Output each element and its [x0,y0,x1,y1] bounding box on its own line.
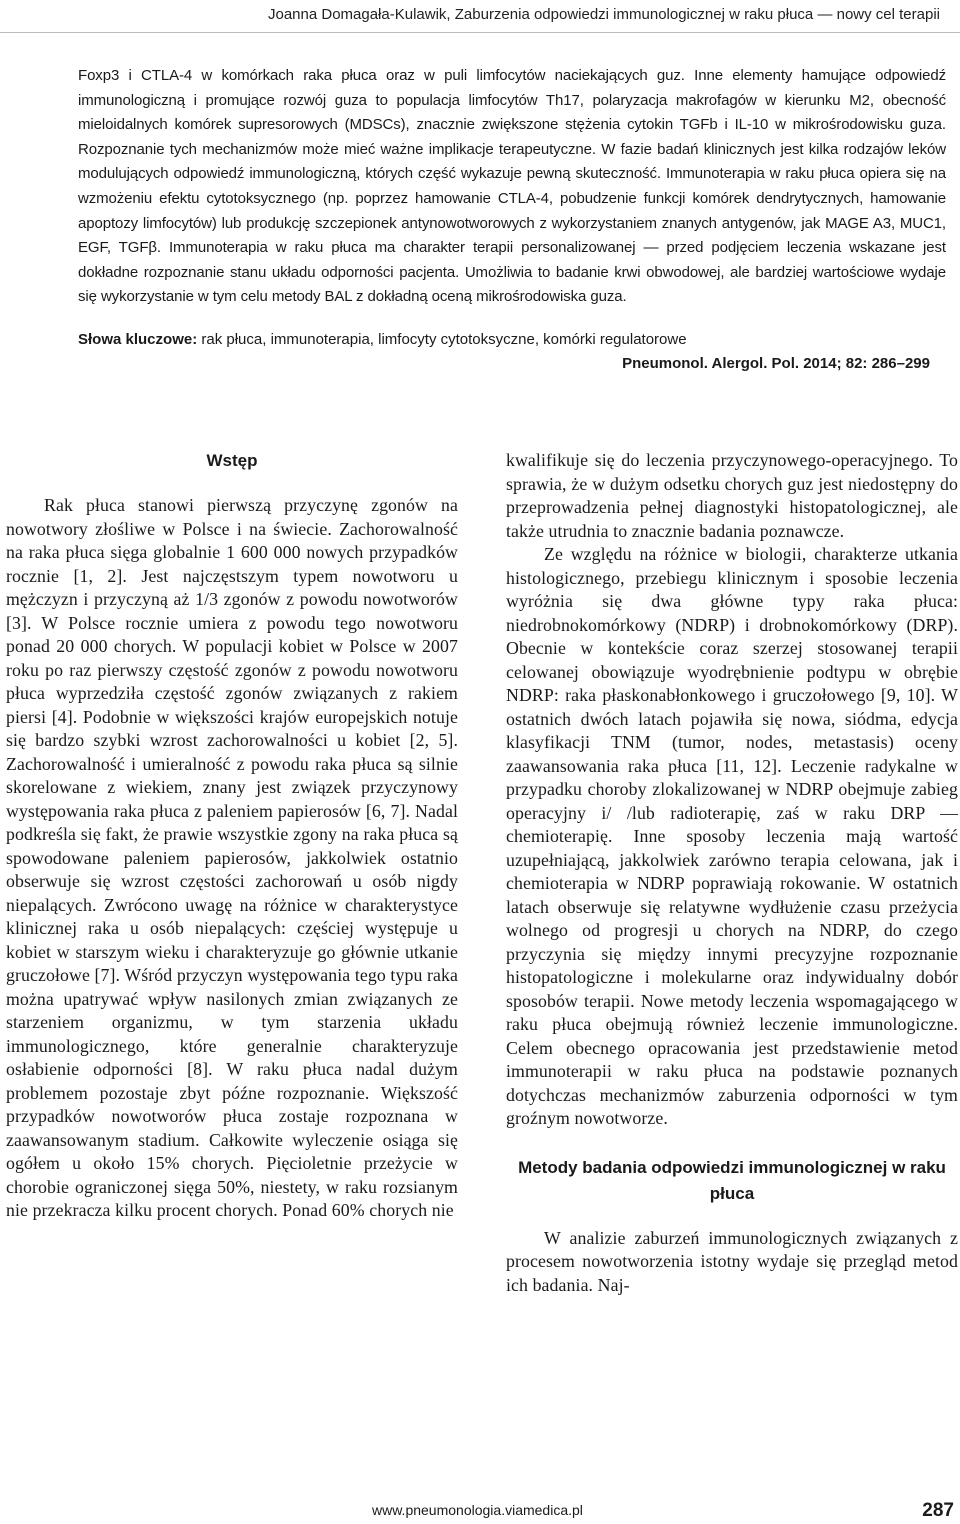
left-column [6,448,458,1223]
introduction-paragraph: Rak płuca stanowi pierwszą przyczynę zgonów na nowotwory złośliwe w Polsce i na świecie. Zachorowalność na raka płuca sięga globalnie 1 600 000 nowych przypadków rocznie [1, 2]. Jest najczęstszym typem nowotworu u mężczyzn i przyczyną aż 1/3 zgonów z powodu nowotworów [3]. W Polsce rocznie umiera z powodu tego nowotworu ponad 20 000 chorych. W populacji kobiet w Polsce w 2007 roku po raz pierwszy częstość zgonów z powodu nowotworu płuca wyprzedziła częstość zgonów związanych z rakiem piersi [4]. Podobnie w większości krajów europejskich notuje się bardzo szybki wzrost zachorowalności u kobiet [2, 5]. Zachorowalność i umieralność z powodu raka płuca są silnie skorelowane z wiekiem, znany jest związek przyczynowy występowania raka płuca z paleniem papierosów [6, 7]. Nadal podkreśla się fakt, że prawie wszystkie zgony na raka płuca są spowodowane paleniem papierosów, jakkolwiek ostatnio obserwuje się wzrost częstości zachorowań u osób nigdy niepalących. Zwrócono uwagę na różnice w charakterystyce klinicznej raka u osób niepalących: częściej występuje u kobiet w starszym wieku i charakteryzuje go głównie utkanie gruczołowe [7]. Wśród przyczyn występowania tego typu raka można upatrywać wpływ nasilonych zmian związanych ze starzeniem organizmu, w tym starzenia układu immunologicznego, które generalnie charakteryzuje osłabienie odporności [8]. W raku płuca nadal dużym problemem pozostaje zbyt późne rozpoznanie. Większość przypadków nowotworów płuca zostaje rozpoznana w zaawansowanym stadium. Całkowite wyleczenie osiąga się ogółem u około 15% chorych. Pięcioletnie przeżycie w chorobie ograniczonej sięga 50%, niestety, w raku rozsianym nie przekracza kilku procent chorych. Ponad 60% chorych nie [6,495,458,1220]
page-number: 287 [922,1500,954,1521]
right-column [506,449,958,1297]
journal-citation: Pneumonol. Alergol. Pol. 2014; 82: 286–299 [622,355,930,372]
keywords-list: rak płuca, immunoterapia, limfocyty cytotoksyczne, komórki regulatorowe [197,331,687,348]
abstract-text: Foxp3 i CTLA-4 w komórkach raka płuca oraz w puli limfocytów naciekających guz. Inne elementy hamujące odpowiedź immunologiczną i promujące rozwój guza to populacja limfocytów Th17, polaryzacja makrofagów w kierunku M2, obecność mieloidalnych komórek supresorowych (MDSCs), znacznie zwiększone stężenia cytokin TGFb i IL-10 w mikrośrodowisku guza. Rozpoznanie tych mechanizmów może mieć ważne implikacje terapeutyczne. W fazie badań klinicznych jest kilka rodzajów leków modulujących odpowiedź immunologiczną, których część wykazuje pewną skuteczność. Immunoterapia w raku płuca opiera się na wzmożeniu efektu cytotoksycznego (np. poprzez hamowanie CTLA-4, pobudzenie funkcji komórek dendrytycznych, hamowanie apoptozy limfocytów) lub produkcję szczepionek antynowotworowych z wykorzystaniem znanych antygenów, jak MAGE A3, MUC1, EGF, TGFβ. Immunoterapia w raku płuca ma charakter terapii personalizowanej — przed podjęciem leczenia wskazane jest dokładne rozpoznanie stanu układu odporności pacjenta. Umożliwia to badanie krwi obwodowej, ale bardziej wartościowe wydaje się wykorzystanie w tym celu metody BAL z dokładną oceną mikrośrodowiska guza. [78,67,946,306]
header-divider [0,32,960,33]
methods-paragraph: W analizie zaburzeń immunologicznych związanych z procesem nowotworzenia istotny wydaje się przegląd metod ich badania. Naj- [506,1227,958,1295]
body-paragraph: Ze względu na różnice w biologii, charakterze utkania histologicznego, przebiegu klinicznym i sposobie leczenia wyróżnia się dwa główne typy raka płuca: niedrobnokomórkowy (NDRP) i drobnokomórkowy (DRP). Obecnie w kontekście coraz szerzej stosowanej terapii celowanej obowiązuje wyodrębnienie podtypu w obrębie NDRP: raka płaskonabłonkowego i gruczołowego [9, 10]. W ostatnich dwóch latach pojawiła się nowa, siódma, edycja klasyfikacji TNM (tumor, nodes, metastasis) oceny zaawansowania raka płuca [11, 12]. Leczenie radykalne w przypadku choroby zlokalizowanej w NDRP obejmuje zabieg operacyjny i/ /lub radioterapię, zaś w raku DRP — chemioterapię. Inne sposoby leczenia mają wartość uzupełniającą, jakkolwiek zarówno terapia celowana, jak i chemioterapia w NDRP poprawiają rokowanie. W ostatnich latach obserwuje się relatywne wydłużenie czasu przeżycia wolnego od progresji u chorych na NDRP, do czego przyczynia się między innymi precyzyjne rozpoznanie histopatologiczne i molekularne oraz indywidualny dobór sposobów terapii. Nowe metody leczenia wspomagającego w raku płuca obejmują również leczenie immunologiczne. Celem obecnego opracowania jest przedstawienie metod immunoterapii w raku płuca na podstawie poznanych dotychczas mechanizmów zaburzenia odporności w tym groźnym nowotworze. [506,544,958,1128]
running-header: Joanna Domagała-Kulawik, Zaburzenia odpowiedzi immunologicznej w raku płuca — nowy cel terapii [267,6,940,23]
keywords [78,329,946,351]
footer-url[interactable]: www.pneumonologia.viamedica.pl [372,1502,583,1518]
section-heading-introduction: Wstęp [206,451,258,470]
continued-paragraph: kwalifikuje się do leczenia przyczynowego-operacyjnego. To sprawia, że w dużym odsetku chorych guz jest niedostępny do przeprowadzenia pełnej diagnostyki histopatologicznej, ale także utrudnia to znacznie badania poznawcze. [506,450,958,541]
section-heading-methods: Metody badania odpowiedzi immunologicznej w raku płuca [518,1157,946,1203]
keywords-label: Słowa kluczowe: [78,331,198,348]
